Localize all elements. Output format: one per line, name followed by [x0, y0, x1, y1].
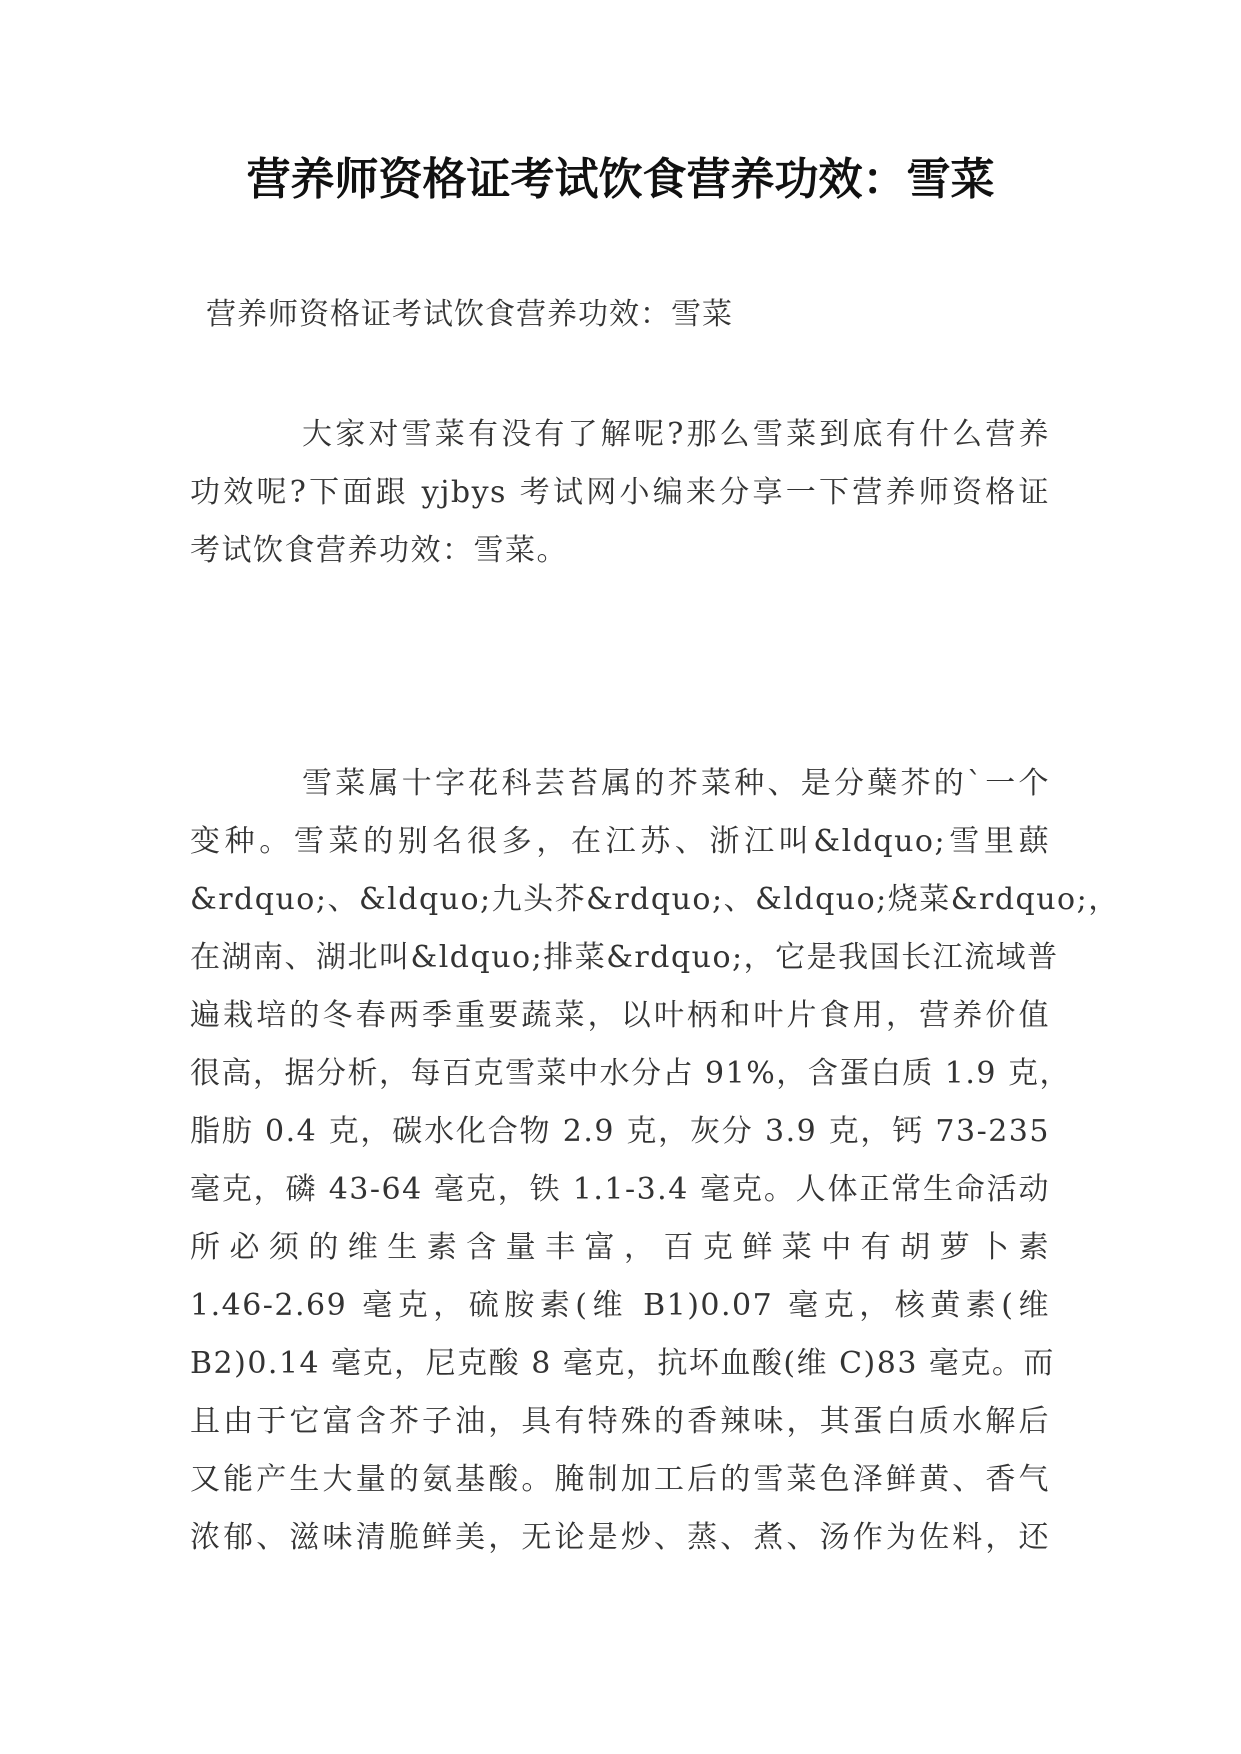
paragraph-line: 且由于它富含芥子油，具有特殊的香辣味，其蛋白质水解后 — [190, 1404, 1050, 1439]
paragraph-line: 1.46-2.69 毫克，硫胺素(维 B1)0.07 毫克，核黄素(维 — [190, 1288, 1050, 1323]
paragraph-line: 变种。雪菜的别名很多，在江苏、浙江叫&ldquo;雪里蕻 — [190, 824, 1050, 859]
body-paragraph — [190, 755, 1120, 1567]
document-title: 营养师资格证考试饮食营养功效：雪菜 — [246, 154, 995, 205]
paragraph-line: 很高，据分析，每百克雪菜中水分占 91%，含蛋白质 1.9 克， — [190, 1056, 1071, 1091]
paragraph-line: 浓郁、滋味清脆鲜美，无论是炒、蒸、煮、汤作为佐料，还 — [190, 1520, 1050, 1555]
intro-paragraph — [190, 406, 1050, 580]
paragraph-line: 所必须的维生素含量丰富，百克鲜菜中有胡萝卜素 — [190, 1230, 1050, 1265]
paragraph-line: 脂肪 0.4 克，碳水化合物 2.9 克，灰分 3.9 克，钙 73-235 — [190, 1114, 1050, 1149]
paragraph-line: 毫克，磷 43-64 毫克，铁 1.1-3.4 毫克。人体正常生命活动 — [190, 1172, 1050, 1207]
paragraph-line: 在湖南、湖北叫&ldquo;排菜&rdquo;，它是我国长江流域普 — [190, 940, 1059, 975]
paragraph-line: 雪菜属十字花科芸苔属的芥菜种、是分蘖芥的`一个 — [302, 766, 1050, 801]
document-subtitle: 营养师资格证考试饮食营养功效：雪菜 — [206, 297, 733, 332]
paragraph-line: 又能产生大量的氨基酸。腌制加工后的雪菜色泽鲜黄、香气 — [190, 1462, 1050, 1497]
paragraph-line: 大家对雪菜有没有了解呢?那么雪菜到底有什么营养 — [302, 417, 1050, 452]
paragraph-line: B2)0.14 毫克，尼克酸 8 毫克，抗坏血酸(维 C)83 毫克。而 — [190, 1346, 1055, 1381]
paragraph-line: 功效呢?下面跟 yjbys 考试网小编来分享一下营养师资格证 — [190, 475, 1050, 510]
paragraph-line: &rdquo;、&ldquo;九头芥&rdquo;、&ldquo;烧菜&rdquo;， — [190, 882, 1120, 917]
paragraph-line: 考试饮食营养功效：雪菜。 — [190, 533, 568, 568]
paragraph-line: 遍栽培的冬春两季重要蔬菜，以叶柄和叶片食用，营养价值 — [190, 998, 1050, 1033]
